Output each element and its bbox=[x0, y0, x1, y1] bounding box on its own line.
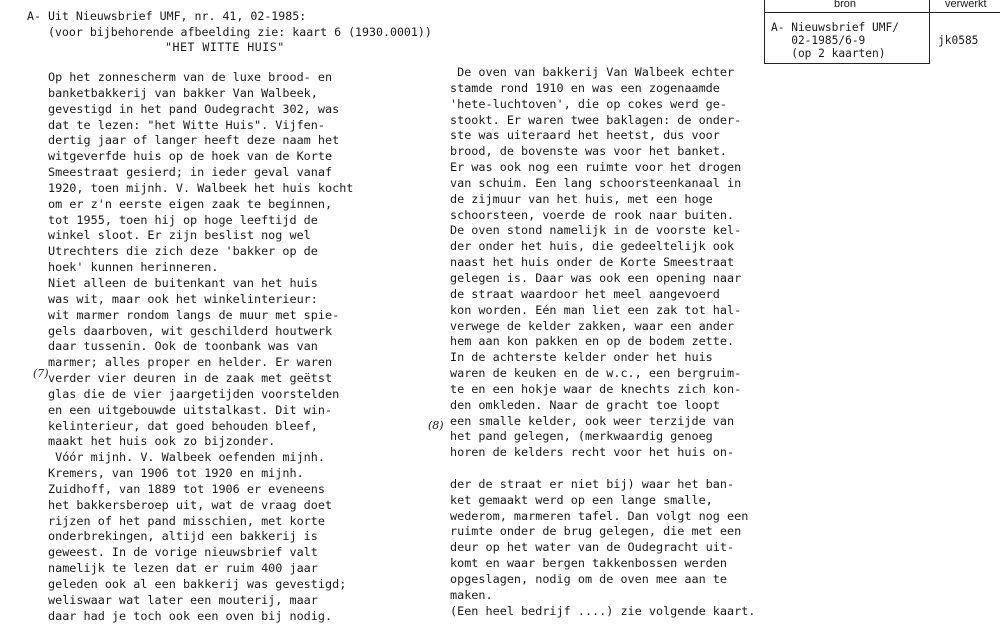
left-column-line: om er z'n eerste eigen zaak te beginnen, bbox=[48, 196, 333, 211]
right-column-line: horen de kelders recht voor het huis on- bbox=[450, 445, 735, 460]
left-column-line: geleden ook al een bakkerij was gevestigd; bbox=[48, 577, 347, 591]
left-column-line: Zuidhoff, van 1889 tot 1906 er eveneens bbox=[48, 481, 325, 496]
text-column-left bbox=[48, 70, 353, 625]
right-column-line: de zijmuur van het huis, met een hoge bbox=[450, 191, 713, 206]
right-column-line: van schuim. Een lang schoorsteenkanaal in bbox=[450, 175, 742, 190]
right-column-line: 'hete-luchtoven', die op cokes werd ge- bbox=[450, 96, 727, 111]
left-column-line: wit marmer rondom langs de muur met spie- bbox=[48, 307, 340, 322]
left-column-line: marmer; alles proper en helder. Er waren bbox=[48, 355, 333, 370]
left-column-line: Smeestraat gesierd; in ieder geval vanaf bbox=[48, 165, 333, 180]
index-card-table bbox=[764, 0, 1000, 64]
left-column-line: maakt het huis ook zo bijzonder. bbox=[48, 434, 276, 449]
left-column-line: gels daarboven, wit geschilderd houtwerk bbox=[48, 323, 333, 338]
right-column-line: deur op het water van de Oudegracht uit- bbox=[450, 540, 735, 555]
left-column-line: kelinterieur, dat goed behouden bleef, bbox=[48, 418, 318, 433]
verwerkt-column-header: verwerkt bbox=[945, 0, 987, 10]
right-column-line: gelegen is. Daar was ook een opening naar bbox=[450, 270, 742, 285]
left-column-line: Utrechters die zich deze 'bakker op de bbox=[48, 244, 318, 259]
left-column-line: het bakkersberoep uit, wat de vraag doet bbox=[48, 497, 333, 512]
right-column-line: opgeslagen, nodig om de oven mee aan te bbox=[450, 572, 727, 586]
right-column-line: komt en waar bergen takkenbossen werden bbox=[450, 556, 727, 571]
left-column-line: verder vier deuren in de zaak met geëtst bbox=[48, 371, 333, 386]
header-line-2: (voor bijbehorende afbeelding zie: kaart 6 (1930.0001)) bbox=[27, 25, 432, 39]
text-column-right bbox=[450, 65, 755, 620]
right-column-line: den omkleden. Naar de gracht toe loopt bbox=[450, 397, 720, 412]
left-column-line: was wit, maar ook het winkelinterieur: bbox=[48, 291, 318, 306]
left-column-line: Op het zonnescherm van de luxe brood- en bbox=[48, 70, 333, 84]
right-column-line: de straat waardoor het meel aangevoerd bbox=[450, 286, 720, 301]
right-column-line: waren de keuken en de w.c., een bergruim- bbox=[450, 366, 742, 381]
bron-line-3: (op 2 kaarten) bbox=[771, 46, 886, 60]
bron-cell bbox=[771, 22, 899, 60]
bron-column-header: bron bbox=[834, 0, 857, 10]
left-column-line: hoek' kunnen herinneren. bbox=[48, 260, 219, 275]
right-column-line: stookt. Er waren twee baklagen: de onder- bbox=[450, 112, 742, 127]
margin-annotation-8: (8) bbox=[428, 419, 444, 432]
left-column-line: dertig jaar of langer heeft deze naam het bbox=[48, 133, 340, 148]
left-column-line: gevestigd in het pand Oudegracht 302, was bbox=[48, 101, 340, 116]
left-column-line: namelijk te lezen dat er ruim 400 jaar bbox=[48, 561, 318, 576]
left-column-line: rijzen of het pand misschien, met korte bbox=[48, 513, 325, 528]
article-title: "HET WITTE HUIS" bbox=[165, 40, 285, 54]
right-column-line: Er was ook nog een ruimte voor het drogen bbox=[450, 160, 742, 175]
right-column-line: (Een heel bedrijf ....) zie volgende kaart. bbox=[450, 603, 756, 618]
left-column-line: 1920, toen mijnh. V. Walbeek het huis kocht bbox=[48, 180, 354, 195]
right-column-line: ket gemaakt werd op een lange smalle, bbox=[450, 492, 713, 507]
left-column-line: witgeverfde huis op de hoek van de Korte bbox=[48, 149, 333, 164]
left-column-line: Niet alleen de buitenkant van het huis bbox=[48, 275, 318, 290]
right-column-line: het pand gelegen, (merkwaardig genoeg bbox=[450, 429, 713, 444]
left-column-line: geweest. In de vorige nieuwsbrief valt bbox=[48, 545, 318, 560]
right-column-line: In de achterste kelder onder het huis bbox=[450, 350, 713, 365]
left-column-line: daar had je toch ook een oven bij nodig. bbox=[48, 608, 333, 623]
bron-line-2: 02-1985/6-9 bbox=[771, 33, 866, 47]
left-column-line: dat te lezen: "het Witte Huis". Vijfen- bbox=[48, 117, 325, 132]
left-column-line: onderbrekingen, altijd een bakkerij is bbox=[48, 529, 318, 544]
left-column-line: en een uitgebouwde uitstalkast. Dit win- bbox=[48, 402, 333, 417]
right-column-line: brood, de bovenste was voor het banket. bbox=[450, 144, 727, 159]
right-column-line: De oven van bakkerij Van Walbeek echter bbox=[450, 65, 735, 79]
right-column-line: ste was uiteraard het heetst, dus voor bbox=[450, 128, 720, 143]
document-header bbox=[27, 8, 432, 40]
left-column-line: Vóór mijnh. V. Walbeek oefenden mijnh. bbox=[48, 450, 325, 465]
verwerkt-cell: jk0585 bbox=[938, 34, 979, 47]
right-column-line: De oven stond namelijk in de voorste kel- bbox=[450, 223, 742, 238]
right-column-line: naast het huis onder de Korte Smeestraat bbox=[450, 255, 735, 270]
right-column-line: der onder het huis, die gedeeltelijk ook bbox=[450, 239, 735, 254]
left-column-line: winkel sloot. Er zijn beslist nog wel bbox=[48, 228, 311, 243]
right-column-line: wederom, marmeren tafel. Dan volgt nog een bbox=[450, 508, 749, 523]
left-column-line: glas die de vier jaargetijden voorstelden bbox=[48, 386, 340, 401]
right-column-line: ruimte onder de brug gelegen, die met een bbox=[450, 524, 742, 539]
right-column-line: te en een hokje waar de knechts zich kon- bbox=[450, 381, 742, 396]
right-column-line: stamde rond 1910 en was een zogenaamde bbox=[450, 80, 720, 95]
bron-line-1: A- Nieuwsbrief UMF/ bbox=[771, 21, 899, 34]
header-line-1: A- Uit Nieuwsbrief UMF, nr. 41, 02-1985: bbox=[27, 9, 307, 23]
left-column-line: Kremers, van 1906 tot 1920 en mijnh. bbox=[48, 466, 304, 481]
right-column-line: schoorsteen, voerde de rook naar buiten. bbox=[450, 207, 735, 222]
right-column-line: hem aan kon pakken en op de bodem zette. bbox=[450, 334, 735, 349]
left-column-line: weliswaar wat later een mouterij, maar bbox=[48, 592, 318, 607]
margin-annotation-7: (7) bbox=[33, 367, 49, 380]
right-column-line: der de straat er niet bij) waar het ban- bbox=[450, 476, 735, 491]
left-column-line: tot 1955, toen hij op hoge leeftijd de bbox=[48, 212, 318, 227]
left-column-line: daar tussenin. Ook de toonbank was van bbox=[48, 339, 318, 354]
right-column-line: een smalle kelder, ook weer terzijde van bbox=[450, 413, 735, 428]
left-column-line: banketbakkerij van bakker Van Walbeek, bbox=[48, 85, 318, 100]
right-column-line: kon worden. Eén man liet een zak tot hal- bbox=[450, 302, 742, 317]
right-column-line: verwege de kelder zakken, waar een ander bbox=[450, 318, 735, 333]
right-column-line: maken. bbox=[450, 587, 493, 602]
right-column-line bbox=[450, 461, 755, 477]
